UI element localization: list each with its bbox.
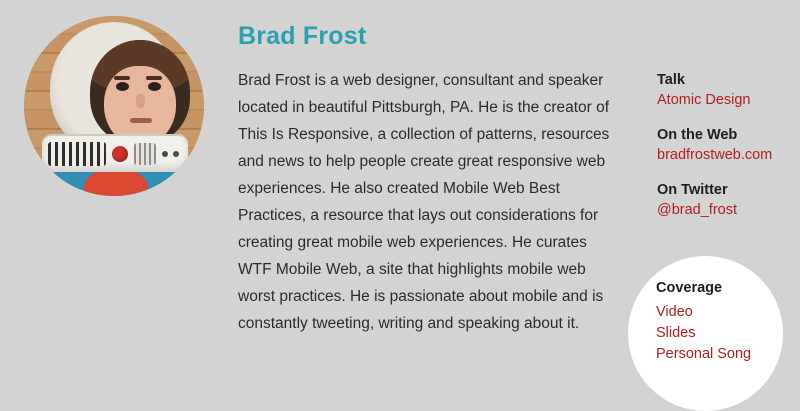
meta-heading-talk: Talk xyxy=(657,72,685,88)
meta-heading-web: On the Web xyxy=(657,127,738,143)
eye-left xyxy=(116,82,129,91)
mouth-shape xyxy=(130,118,152,123)
collar-knob xyxy=(112,146,128,162)
profile-meta xyxy=(657,72,797,237)
helmet-collar xyxy=(42,134,188,172)
avatar xyxy=(24,16,204,196)
eyebrow-right xyxy=(146,76,162,80)
profile-bio: Brad Frost is a web designer, consultant and speaker located in beautiful Pittsburgh, PA. He is the creator of This Is Responsive, a collection of patterns, resources and news to help people create great responsive web experiences. He also created Mobile Web Best Practices, a resource that lays out considerations for creating great mobile web experiences. He curates WTF Mobile Web, a site that highlights mobile web worst practices. He is passionate about mobile and is constantly tweeting, writing and speaking about it. xyxy=(238,72,610,332)
coverage-heading: Coverage xyxy=(656,280,723,296)
eye-right xyxy=(148,82,161,91)
meta-block-talk xyxy=(657,72,797,108)
page-title: Brad Frost xyxy=(238,22,367,50)
collar-dot-two xyxy=(173,151,179,157)
meta-block-web xyxy=(657,127,797,163)
collar-dot-one xyxy=(162,151,168,157)
profile-content xyxy=(238,22,618,337)
avatar-image xyxy=(24,16,204,196)
collar-stripes xyxy=(48,142,106,166)
link-atomic-design[interactable]: Atomic Design xyxy=(657,92,751,108)
link-coverage-slides[interactable]: Slides xyxy=(656,325,696,341)
link-website[interactable]: bradfrostweb.com xyxy=(657,147,773,163)
visor-shape xyxy=(90,40,190,144)
link-coverage-personal-song[interactable]: Personal Song xyxy=(656,346,752,362)
meta-heading-twitter: On Twitter xyxy=(657,182,728,198)
link-twitter-handle[interactable]: @brad_frost xyxy=(657,202,738,218)
collar-vent xyxy=(134,143,156,165)
link-coverage-video[interactable]: Video xyxy=(656,304,693,320)
nose-shape xyxy=(136,94,145,108)
coverage-bubble xyxy=(628,256,783,411)
meta-block-twitter xyxy=(657,182,797,218)
eyebrow-left xyxy=(114,76,130,80)
